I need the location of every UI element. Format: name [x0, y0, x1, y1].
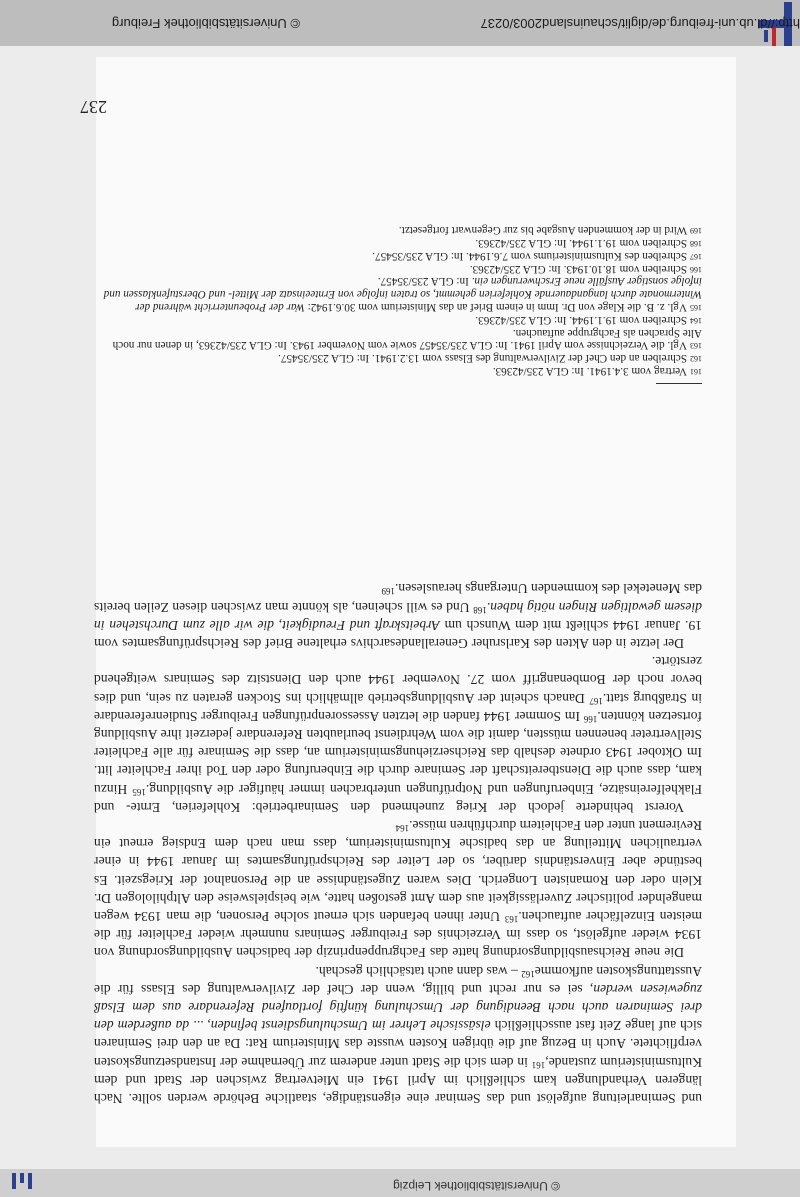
paragraph — [94, 816, 702, 962]
footnote — [94, 249, 702, 262]
footnote-reference: 168 — [473, 604, 487, 615]
footnote-number: 161 — [690, 367, 702, 376]
source-url-link[interactable]: http://dl.ub.uni-freiburg.de/diglit/schauinsland2003/0237 — [480, 16, 800, 31]
footnote — [94, 223, 702, 236]
footnote-reference: 163 — [504, 913, 519, 924]
footnote-number: 169 — [690, 226, 702, 236]
library-credit: © Universitätsbibliothek Freiburg — [111, 16, 300, 31]
text-run: Schreiben des Kultusministeriums vom 7.6.1944. In: GLA 235/35457. — [372, 249, 687, 262]
footnote — [94, 326, 702, 352]
footnote-number: 165 — [690, 303, 702, 313]
text-run: Im Sommer 1944 fanden die letzten Assessorenprüfungen Freiburger Studienreferendare in Straßburg statt. — [93, 690, 702, 724]
text-run: sei es nur recht und billig, wenn der Chef der Zivilverwaltung des Elsass für die Ausstattungskosten aufkomme — [94, 963, 702, 997]
footnote-reference: 166 — [583, 713, 598, 724]
text-run: Und es will scheinen, als könnte man zwischen diesen Zeilen bereits das Menetekel des kommenden Untergangs herauslesen. — [94, 581, 702, 615]
text-run: Unter ihnen befanden sich erneut solche Personen, die man 1934 wegen mangelnder politischer Zuverlässigkeit aus dem Amt gestoßen hatte, wie beispielsweise den Altphilologen Dr. Klein oder den Romanisten Longerich. Dies waren Zugeständnisse an die Personalnot der Kriegszeit. Es bestünde aber Einverständnis darüber, so der Leiter des Reichsprüfungsamtes im Januar 1944 in einer vertraulichen Mitteilung an das badische Kultusministerium, dass man nach dem Endsieg erneut ein Revirement unter den Fachleitern durchführen müsse. — [94, 817, 702, 924]
top-banner-text: © Universitätsbibliothek Leipzig — [393, 1179, 560, 1193]
text-run: Danach scheint der Ausbildungsbetrieb allmählich ins Stocken geraten zu sein, und dies bevor noch der Bombenangriff vom 27. November 1944 auch den Dienstsitz des Seminars weitgehend zerstörte. — [94, 654, 702, 706]
library-logo-small-icon — [6, 1171, 32, 1191]
page-number: 237 — [80, 97, 107, 117]
text-run: Schreiben vom 19.1.1944. In: GLA 235/42363. — [475, 237, 687, 250]
footnote-reference: 169 — [381, 586, 395, 597]
document-page — [80, 57, 736, 1147]
text-run: – was dann auch tatsächlich geschah. — [315, 963, 522, 979]
paragraph — [94, 961, 702, 1107]
footnote — [94, 275, 702, 313]
italic-quote: Arbeitskraft und Freudigkeit, die wir alle zum Durchstehen in diesem gewaltigen Ringen nötig haben. — [94, 599, 702, 633]
text-run: und Seminarleitung aufgelöst und das Seminar eine eigenständige, staatliche Behörde werden sollte. Nach längeren Verhandlungen kam schließlich im April 1941 ein Mietvertrag zwischen der Stadt und dem Kultusministerium zustande, — [94, 1054, 702, 1106]
italic-quote: War der Probeunterricht während der Wintermonate durch langandauernde Kohleferien gehemmt, so traten infolge von Ernteeinsatz der Mittel- und Oberstufenklassen und infolge sonstiger Ausfälle neue Erschwerungen ein. — [103, 275, 702, 314]
footnote — [94, 364, 702, 377]
text-run: Schreiben vom 18.10.1943. In: GLA 235/42363. — [469, 262, 687, 275]
footnote-number: 166 — [690, 264, 702, 274]
footnote-number: 168 — [690, 239, 702, 249]
footnote-reference: 167 — [589, 695, 603, 706]
footnote-number: 162 — [690, 354, 702, 364]
text-run: Der letzte in den Akten des Karlsruher Generallandesarchivs erhaltene Brief des Reichsprüfungsamtes vom 19. Januar 1944 schließt mit dem Wunsch um — [94, 617, 702, 651]
bottom-banner — [0, 0, 800, 46]
text-run: Vgl. die Verzeichnisse vom April 1941. In: GLA 235/35457 sowie vom November 1943. In: GLA 235/42363, in denen nur noch Alte Sprachen als Fachgruppe auftauchen. — [112, 326, 702, 352]
footnote-reference: 165 — [132, 786, 146, 797]
text-run: Vgl. z. B. die Klage von Dr. Imm in einem Brief an das Ministerium vom 30.6.1942: — [304, 301, 687, 314]
text-run: Vorerst behinderte jedoch der Krieg zunehmend den Seminarbetrieb: Kohleferien, Ernte- und Flakhelfereinsätze, Einberufungen und Notprüfungen unterbrachen immer häufiger die Ausbildung. — [94, 781, 702, 815]
text-run: Schreiben vom 19.1.1944. In: GLA 235/42363. — [475, 313, 687, 326]
footnote — [94, 262, 702, 275]
footnote-divider — [656, 383, 702, 384]
text-run: Wird in der kommenden Ausgabe bis zur Gegenwart fortgesetzt. — [398, 224, 687, 237]
text-run: In: GLA 235/35457. — [377, 275, 472, 288]
footnote — [94, 236, 702, 249]
footnotes — [94, 223, 702, 377]
text-run: Hinzu kam, dass auch die Dienstbereitschaft der Seminare durch die Einberufung oder den Tod ihrer Fachleiter litt. Im Oktober 1943 ordnete deshalb das Reichserziehungsministerium an, dass die Seminare für alle Fachleiter Stellvertreter benennen müssten, damit die vom Wehrdienst beurlaubten Referendare jederzeit ihre Ausbildung fortsetzen könnten. — [94, 708, 702, 797]
text-run: Die neue Reichsausbildungsordnung hatte das Fachgruppenprinzip der badischen Ausbildungsordnung von 1934 wieder aufgelöst, so dass im Verzeichnis des Freiburger Seminars nunmehr wieder Fachleiter für die meisten Einzelfächer auftauchen. — [94, 908, 702, 961]
footnote-number: 167 — [690, 251, 702, 261]
footnote — [94, 313, 702, 326]
paragraph — [94, 579, 702, 652]
top-banner — [0, 1169, 800, 1197]
footnote — [94, 351, 702, 364]
footnote-number: 164 — [690, 315, 702, 325]
footnote-reference: 162 — [521, 968, 535, 979]
text-run: Schreiben an den Chef der Zivilverwaltung des Elsass vom 13.2.1941. In: GLA 235/35457. — [278, 352, 687, 365]
footnote-reference: 164 — [395, 822, 410, 833]
body-text — [94, 579, 702, 1107]
italic-quote: elsässische Lehrer im Umschulungsdienst befinden, ... da außerdem den drei Seminaren auch nach Beendigung der Umschulung künftig fortlaufend Referendare aus dem Elsaß zugewiesen werden, — [94, 981, 702, 1034]
paragraph — [94, 652, 702, 816]
footnote-number: 163 — [690, 341, 702, 351]
text-run: Vertrag vom 3.4.1941. In: GLA 235/42363. — [492, 365, 687, 377]
footnote-reference: 161 — [531, 1059, 546, 1070]
text-run: in dem sich die Stadt unter anderem zur Übernahme der Instandsetzungskosten verpflichtete. Auch in Bezug auf die übrigen Kosten wusste das Ministerium Rat: Da an den drei Seminaren sich auf lange Zeit fast ausschließlich — [93, 1018, 702, 1070]
